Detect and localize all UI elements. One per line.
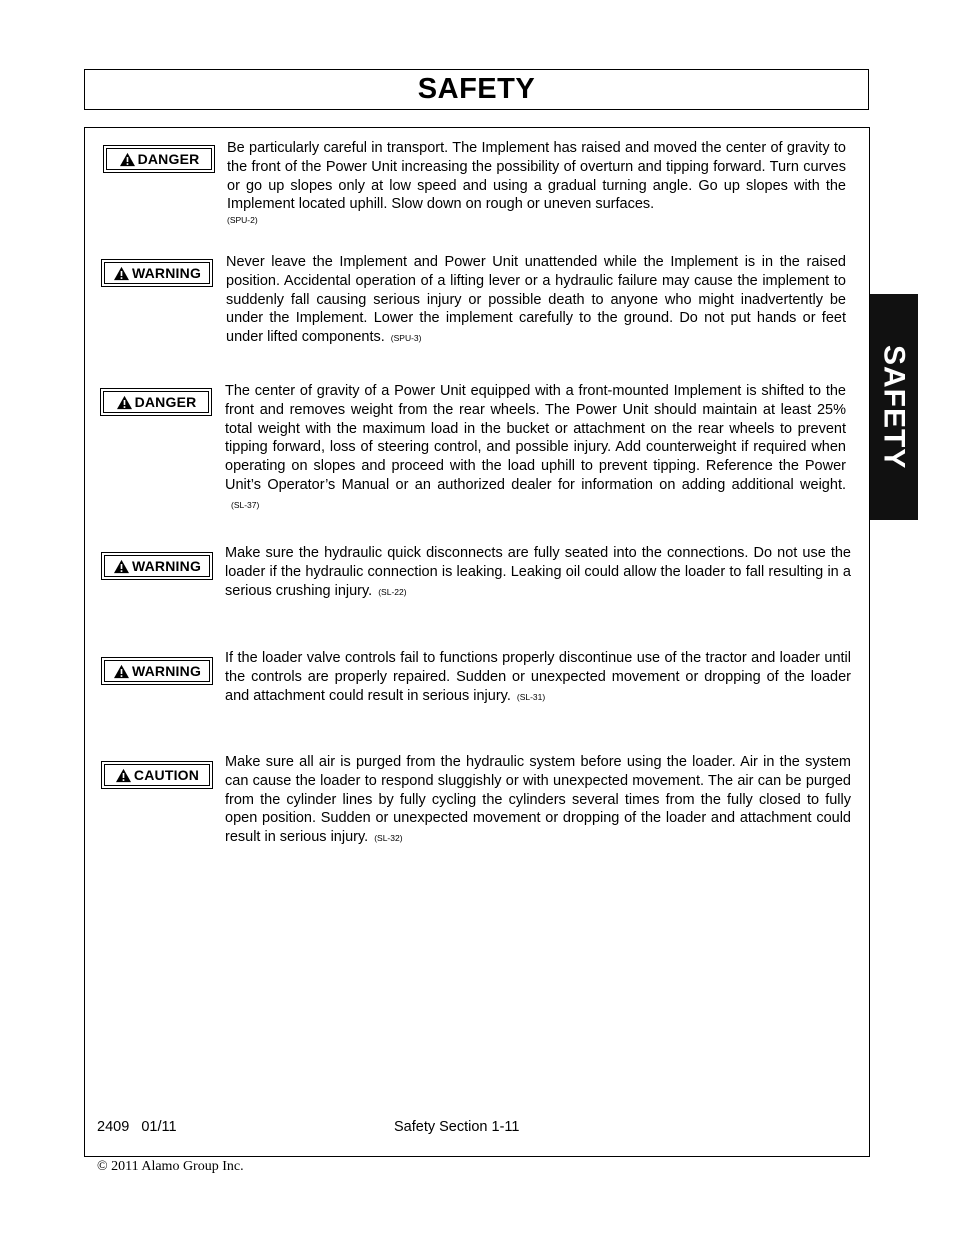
danger-sign (100, 388, 212, 416)
message-code: (SL-31) (516, 691, 546, 702)
message-code: (SL-22) (378, 586, 407, 597)
warning-triangle-icon (113, 664, 130, 679)
message-text: Never leave the Implement and Power Unit unattended while the Implement is in the raised position. Accidental operation of a lifting lever or a hydraulic failure may cause the implement to suddenly fall causing serious injury or possible death to anyone who might inadvertently be under the Implement. Lower the implement carefully to the ground. Do not put hands or feet under lifted components. (SPU-3) (226, 254, 846, 346)
page-title: SAFETY (417, 73, 536, 105)
message-code: (SL-32) (374, 833, 403, 844)
danger-sign (103, 145, 215, 173)
caution-sign (101, 761, 213, 789)
message-text: Be particularly careful in transport. The Implement has raised and moved the center of gravity to the front of the Power Unit increasing the possibility of overturn and tipping forward. Turn curves or go up slopes only at low speed and using a gradual turning angle. Go up slopes with the Implement located uphill. Slow down on rough or uneven surfaces. (SPU-2) (227, 140, 846, 226)
signal-word: DANGER (134, 394, 197, 410)
side-tab-label: SAFETY (877, 344, 911, 470)
warning-triangle-icon (113, 559, 130, 574)
message-code: (SPU-2) (227, 215, 258, 226)
warning-triangle-icon (115, 768, 132, 783)
message-text: The center of gravity of a Power Unit equipped with a front-mounted Implement is shifted to the front and removes weight from the rear wheels. The Power Unit should maintain at least 25% total weight with the maximum load in the bucket or attachment on the rear wheels to prevent tipping forward, loss of steering control, and possible injury. Add counterweight if required when operating on slopes and proceed with the load uphill to prevent tipping. Reference the Power Unit’s Operator’s Manual or an authorized dealer for information on adding additional weight.(SL-37) (225, 383, 846, 510)
page-number: Safety Section 1-11 (394, 1119, 520, 1135)
warning-sign (101, 552, 213, 580)
warning-triangle-icon (113, 266, 130, 281)
warning-sign (101, 657, 213, 685)
warning-sign (101, 259, 213, 287)
section-side-tab (869, 294, 918, 520)
signal-word: WARNING (131, 663, 202, 679)
message-text: Make sure all air is purged from the hydraulic system before using the loader. Air in the system can cause the loader to respond sluggishly or with unexpected movement. The air can be purged from the cylinder lines by fully cycling the cylinders several times from the fully closed to fully open position. Sudden or unexpected movement or dropping of the loader and attachment could result in serious injury. (SL-32) (225, 754, 851, 846)
message-code: (SPU-3) (390, 333, 422, 344)
copyright: © 2011 Alamo Group Inc. (97, 1159, 244, 1174)
signal-word: CAUTION (133, 767, 200, 783)
signal-word: DANGER (137, 151, 200, 167)
warning-triangle-icon (119, 152, 136, 167)
page-header (84, 69, 869, 110)
signal-word: WARNING (131, 558, 202, 574)
doc-number: 2409 01/11 (97, 1119, 177, 1135)
message-text: If the loader valve controls fail to functions properly discontinue use of the tractor and loader until the controls are properly repaired. Sudden or unexpected movement or dropping of the loader and attachment could result in serious injury. (SL-31) (225, 650, 851, 704)
signal-word: WARNING (131, 265, 202, 281)
message-text: Make sure the hydraulic quick disconnects are fully seated into the connections. Do not use the loader if the hydraulic connection is leaking. Leaking oil could allow the loader to fall resulting in a serious crushing injury. (SL-22) (225, 545, 851, 599)
message-code: (SL-37) (231, 499, 260, 510)
warning-triangle-icon (116, 395, 133, 410)
